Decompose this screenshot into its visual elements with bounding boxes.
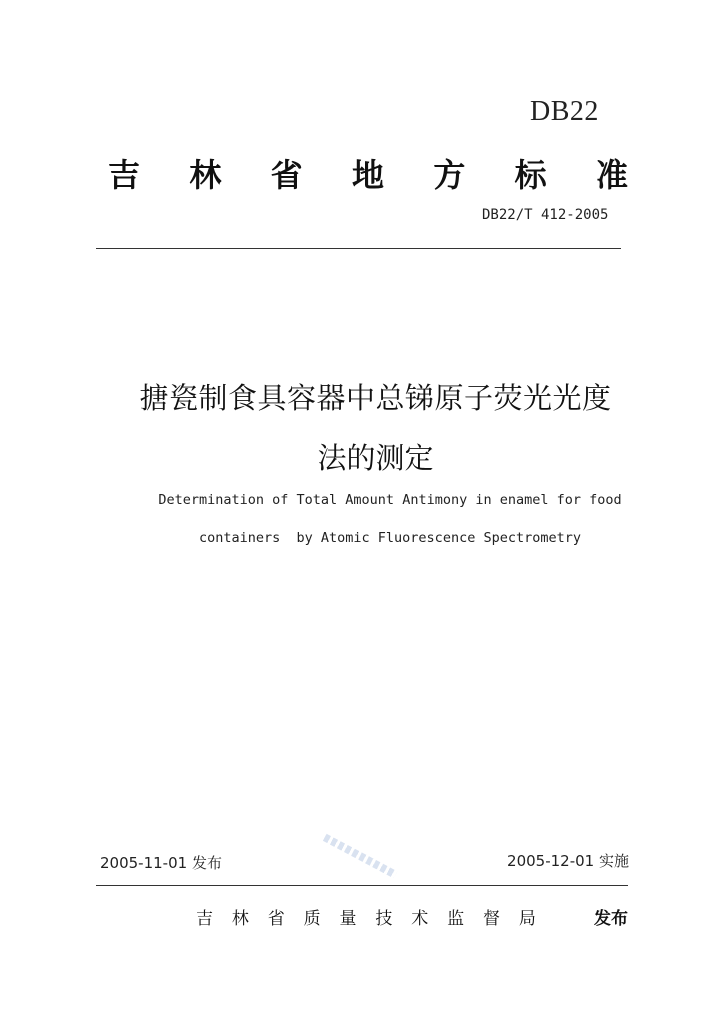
publisher-char: 省: [267, 909, 285, 929]
issuer-title-char: 准: [595, 156, 628, 194]
publisher-action: 发布: [594, 909, 628, 929]
implementation-date: 2005-12-01 实施: [507, 852, 629, 870]
document-title-en-line2: containers by Atomic Fluorescence Spectrometry: [198, 530, 581, 546]
footer-divider: [96, 885, 628, 886]
publisher-char: 监: [447, 909, 465, 929]
watermark-stamp: [323, 834, 397, 879]
publisher-char: 督: [483, 909, 500, 929]
document-title-cn-line1: 搪瓷制食具容器中总锑原子荧光光度: [139, 381, 612, 415]
issuer-title-char: 地: [351, 156, 384, 194]
standard-code: DB22: [530, 96, 599, 127]
publisher-char: 术: [411, 909, 429, 929]
issuer-title: [108, 150, 628, 196]
document-title-cn-line2: 法的测定: [317, 441, 434, 475]
publisher-char: 技: [375, 909, 393, 929]
issuer-title-char: 标: [514, 156, 547, 194]
publisher-char: 林: [231, 909, 249, 929]
issuer-title-char: 吉: [108, 156, 141, 194]
publisher-char: 质: [303, 909, 321, 929]
publisher-name: [196, 904, 536, 929]
issue-date: 2005-11-01 发布: [100, 854, 222, 872]
issuer-title-char: 林: [189, 156, 222, 194]
document-title-en-line1: Determination of Total Amount Antimony in enamel for food: [158, 492, 622, 508]
publisher-char: 吉: [196, 909, 213, 929]
publisher-char: 量: [339, 909, 357, 929]
standard-number: DB22/T 412-2005: [482, 207, 609, 223]
issuer-title-char: 方: [433, 156, 466, 194]
publisher-char: 局: [518, 909, 536, 929]
publisher-line: [196, 904, 628, 929]
issuer-title-char: 省: [270, 156, 303, 194]
header-divider: [96, 248, 621, 249]
